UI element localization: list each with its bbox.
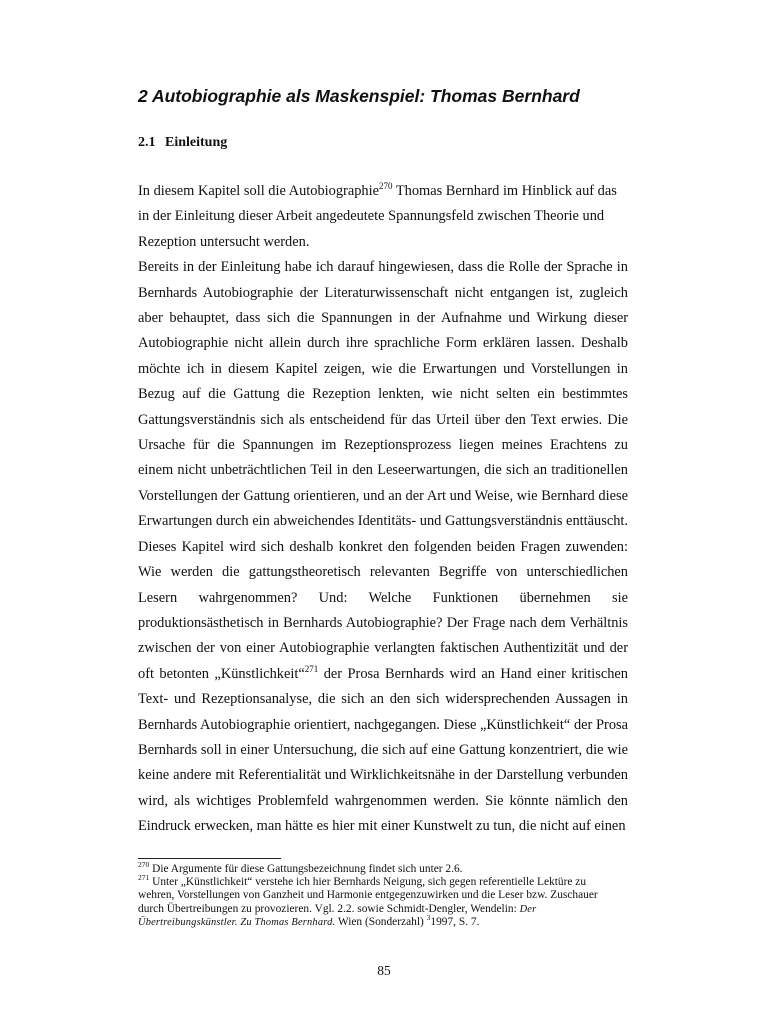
paragraph-main	[138, 255, 628, 839]
footnote-270-text: Die Argumente für diese Gattungsbezeichnung findet sich unter 2.6.	[149, 863, 463, 875]
paragraph-main-text-a: Bereits in der Einleitung habe ich darauf hingewiesen, dass die Rolle der Sprache in Bernhards Autobiographie der Literaturwissenschaft nicht entgangen ist, zugleich aber behauptet, dass sich die Spannungen in der Aufnahme und Wirkung dieser Autobiographie nicht allein durch ihre sprachliche Form erklären lassen. Deshalb möchte ich in diesem Kapitel zeigen, wie die Erwartungen und Vorstellungen in Bezug auf die Gattung die Rezeption lenkten, wie nicht selten ein bestimmtes Gattungsverständnis sich als entscheidend für das Urteil über den Text erwies. Die Ursache für die Spannungen im Rezeptionsprozess liegen meines Erachtens zu einem nicht unbeträchtlichen Teil in den Leseerwartungen, die sich an traditionellen Vorstellungen der Gattung orientieren, und an der Art und Weise, wie Bernhard diese Erwartungen durch ein abweichendes Identitäts- und Gattungsverständnis enttäuscht. Dieses Kapitel wird sich deshalb konkret den folgenden beiden Fragen zuwenden: Wie werden die gattungstheoretisch relevanten Begriffe von unterschiedlichen Lesern wahrgenommen? Und: Welche Funktionen übernehmen sie produktionsästhetisch in Bernhards Autobiographie? Der Frage nach dem Verhältnis zwischen der von einer Autobiographie verlangten faktischen Authentizität und der oft betonten „Künstlichkeit“	[138, 259, 628, 682]
page-number: 85	[377, 963, 391, 978]
paragraph-main-text-b: der Prosa Bernhards wird an Hand einer kritischen Text- und Rezeptionsanalyse, die sich an den sich widersprechenden Aussagen in Bernhards Autobiographie orientiert, nachgegangen. Diese „Künstlichkeit“ der Prosa Bernhards soll in einer Untersuchung, die sich auf eine Gattung konzentriert, die wie keine andere mit Referentialität und Wirklichkeitsnähe in der Darstellung verbunden wird, als wichtiges Problemfeld wahrgenommen werden. Sie könnte nämlich den Eindruck erwecken, man hätte es hier mit einer Kunstwelt zu tun, die nicht auf einen	[138, 665, 628, 835]
footnote-271-edition: 3	[426, 913, 431, 923]
paragraph-intro	[138, 179, 628, 255]
footnote-270	[138, 860, 598, 876]
paragraph-intro-text-a: In diesem Kapitel soll die Autobiographie	[138, 183, 379, 199]
footnote-ref-271[interactable]: 271	[304, 663, 319, 674]
footnote-271-text-a: Unter „Künstlichkeit“ verstehe ich hier Bernhards Neigung, sich gegen referentielle Lektüre zu wehren, Vorstellungen von Ganzheit und Harmonie entgegenzuwirken und die Leser bzw. Zuschauer durch Übertreibungen zu provozieren. Vgl. 2.2. sowie Schmidt-Dengler, Wendelin:	[138, 876, 598, 915]
section-title: Einleitung	[165, 135, 228, 150]
footnote-number-270: 270	[138, 860, 150, 870]
footnote-ref-270[interactable]: 270	[379, 181, 393, 192]
body-text	[138, 179, 628, 840]
footnotes	[138, 860, 598, 929]
paragraph-intro-text-b: Thomas Bernhard im Hinblick auf das in der Einleitung dieser Arbeit angedeutete Spannungsfeld zwischen Theorie und Rezeption untersucht werden.	[138, 183, 617, 250]
section-heading	[138, 135, 227, 151]
footnote-271-text-c: 1997, S. 7.	[430, 915, 480, 928]
footnote-271-text-b: Wien (Sonderzahl)	[335, 915, 427, 928]
footnote-271	[138, 873, 598, 929]
footnote-number-271: 271	[138, 873, 150, 883]
chapter-title: 2 Autobiographie als Maskenspiel: Thomas Bernhard	[138, 86, 580, 106]
footnote-divider	[138, 858, 281, 859]
footnote-271-book-title: Der Übertreibungskünstler. Zu Thomas Bernhard.	[138, 903, 537, 928]
section-number: 2.1	[138, 135, 156, 150]
